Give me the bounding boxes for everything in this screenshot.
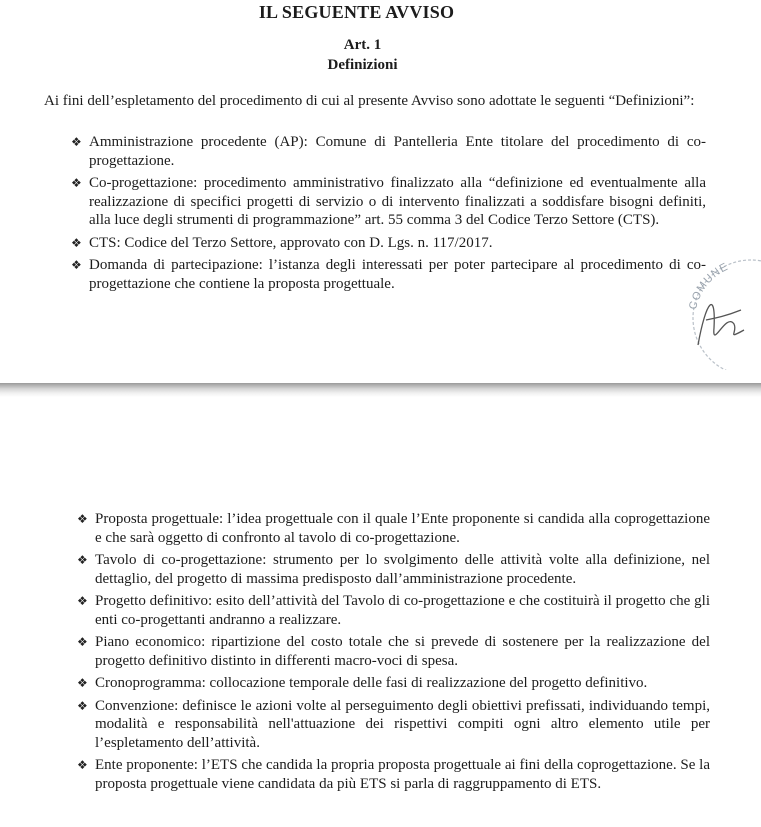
definition-item: ❖ Ente proponente: l’ETS che candida la propria proposta progettuale ai fini della coprogettazione. Se la proposta progettuale viene candidata da più ETS si parla di raggruppamento di ETS. <box>77 756 710 793</box>
article-number: Art. 1 <box>343 37 382 53</box>
document-page-1 <box>0 0 761 383</box>
page-separator <box>0 383 761 397</box>
stamp-text: COMUNE <box>687 260 731 311</box>
definition-item: ❖ Progetto definitivo: esito dell’attività del Tavolo di co-progettazione e che costituirà il progetto che gli enti co-progettanti andranno a realizzare. <box>77 592 710 629</box>
article-title: Definizioni <box>327 57 398 73</box>
definition-item: ❖ Amministrazione procedente (AP): Comune di Pantelleria Ente titolare del procedimento di co- progettazione. <box>71 133 706 170</box>
definition-item: ❖ Co-progettazione: procedimento amministrativo finalizzato alla “definizione ed eventualmente alla realizzazione di specifici progetti di servizio o di intervento finalizzati a soddisfare bisogni definiti, alla luce degli strumenti di programmazione” art. 55 comma 3 del Codice Terzo Settore (CTS). <box>71 174 706 230</box>
definition-item: ❖ Convenzione: definisce le azioni volte al perseguimento degli obiettivi prefissati, individuando tempi, modalità e responsabilità nell'attuazione dei rispettivi compiti ogni altro elemento utile per l’espletamento dell’attività. <box>77 697 710 753</box>
document-title: IL SEGUENTE AVVISO <box>258 2 455 22</box>
intro-paragraph: Ai fini dell’espletamento del procedimento di cui al presente Avviso sono adottate le seguenti “Definizioni”: <box>44 93 695 109</box>
definition-item: ❖ Piano economico: ripartizione del costo totale che si prevede di sostenere per la realizzazione del progetto definitivo distinto in differenti macro-voci di spesa. <box>77 633 710 670</box>
definitions-list-1 <box>71 133 706 297</box>
definition-item: ❖ CTS: Codice del Terzo Settore, approvato con D. Lgs. n. 117/2017. <box>71 234 706 253</box>
definition-item: ❖ Tavolo di co-progettazione: strumento per lo svolgimento delle attività volte alla definizione, nel dettaglio, del progetto di massima predisposto dall’amministrazione procedente. <box>77 551 710 588</box>
signature-scribble <box>698 305 744 345</box>
definition-item: ❖ Proposta progettuale: l’idea progettuale con il quale l’Ente proponente si candida alla coprogettazione e che sarà oggetto di confronto al tavolo di co-progettazione. <box>77 510 710 547</box>
definition-item: ❖ Cronoprogramma: collocazione temporale delle fasi di realizzazione del progetto definitivo. <box>77 674 710 693</box>
definitions-list-2 <box>77 510 710 797</box>
definition-item: ❖ Domanda di partecipazione: l’istanza degli interessati per poter partecipare al procedimento di co-progettazione che contiene la proposta progettuale. <box>71 256 706 293</box>
document-page-2 <box>0 397 761 827</box>
municipal-stamp <box>686 240 761 370</box>
